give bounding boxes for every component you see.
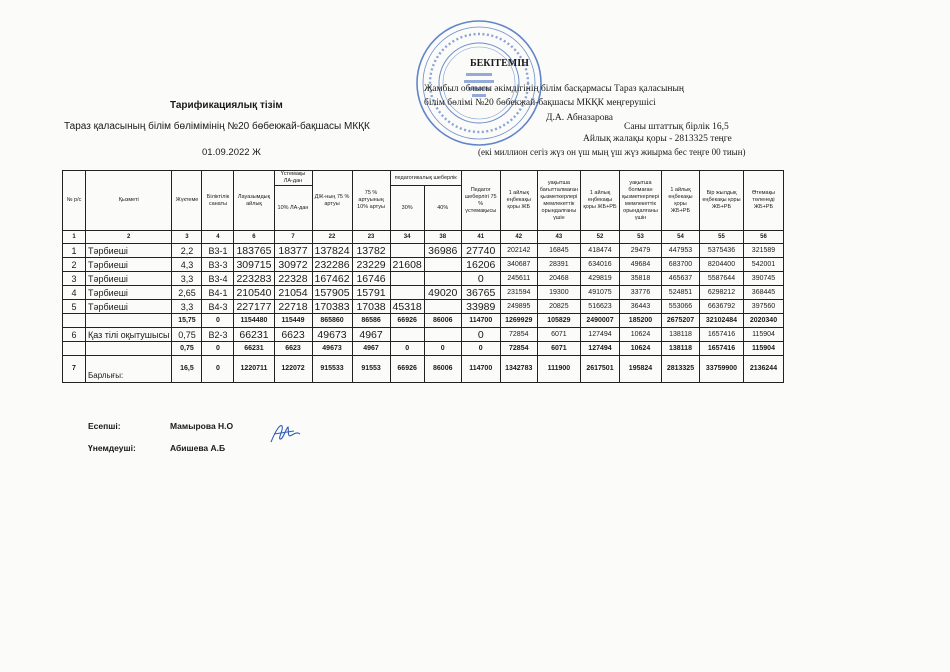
cell-sal: 227177 bbox=[234, 300, 274, 314]
column-index-cell: 56 bbox=[743, 231, 783, 244]
cell-name: Тәрбиеші bbox=[86, 272, 172, 286]
cell-yr: 6636792 bbox=[699, 300, 743, 314]
cell-name: Тәрбиеші bbox=[86, 300, 172, 314]
cell-name: Қаз тілі оқытушысы bbox=[86, 328, 172, 342]
header-allowance-group: Үстемақы ЛА-дан bbox=[274, 171, 312, 186]
column-index-cell: 53 bbox=[619, 231, 661, 244]
cell-p75: 33989 bbox=[461, 300, 500, 314]
approval-name: Д.А. Абназарова bbox=[546, 113, 614, 123]
cell-p40 bbox=[424, 272, 461, 286]
staff-count: Саны штаттық бірлік 16,5 bbox=[624, 122, 729, 132]
cell-name: Тәрбиеші bbox=[86, 258, 172, 272]
header-mastery-75: Педагог шеберлігі 75 % үстемақысы bbox=[461, 171, 500, 231]
cell-m3: 2675207 bbox=[661, 314, 699, 328]
cell-p30: 66926 bbox=[390, 356, 424, 383]
cell-m1: 202142 bbox=[500, 244, 537, 258]
monthly-fund: Айлық жалақы қоры - 2813325 теңге bbox=[583, 134, 732, 144]
cell-p75: 114700 bbox=[461, 356, 500, 383]
header-monthly-jbrb: 1 айлық еңбекақы қоры ЖБ+РБ bbox=[580, 171, 619, 231]
monthly-fund-words: (екі миллион сегіз жүз он үш мың үш жүз жиырма бес теңге 00 тиын) bbox=[478, 147, 746, 157]
cell-comp: 368445 bbox=[743, 286, 783, 300]
cell-p40 bbox=[424, 300, 461, 314]
approval-line-1: Жамбыл облысы әкімдігінің білім басқармасы Тараз қаласының bbox=[424, 84, 684, 94]
cell-t1: 20825 bbox=[537, 300, 580, 314]
header-yearly: Бір жылдық еңбекақы қоры ЖБ+РБ bbox=[699, 171, 743, 231]
cell-p30 bbox=[390, 244, 424, 258]
cell-cat: 0 bbox=[202, 356, 234, 383]
cell-a10: 4967 bbox=[352, 328, 390, 342]
cell-name: Тәрбиеші bbox=[86, 286, 172, 300]
column-index-cell: 2 bbox=[86, 231, 172, 244]
cell-p75: 27740 bbox=[461, 244, 500, 258]
cell-yr: 1657416 bbox=[699, 342, 743, 356]
cell-m2: 516623 bbox=[580, 300, 619, 314]
table-row bbox=[63, 272, 784, 286]
document-date: 01.09.2022 Ж bbox=[202, 147, 261, 158]
cell-sal: 210540 bbox=[234, 286, 274, 300]
cell-no bbox=[63, 342, 86, 356]
cell-p30: 66926 bbox=[390, 314, 424, 328]
column-index-cell: 41 bbox=[461, 231, 500, 244]
cell-comp: 321589 bbox=[743, 244, 783, 258]
cell-yr: 32102484 bbox=[699, 314, 743, 328]
cell-dj: 49673 bbox=[312, 328, 352, 342]
cell-comp: 390745 bbox=[743, 272, 783, 286]
cell-m2: 634016 bbox=[580, 258, 619, 272]
table-row bbox=[63, 300, 784, 314]
cell-cat: В3-3 bbox=[202, 258, 234, 272]
cell-no bbox=[63, 314, 86, 328]
header-dj-75: ДЖ-ның 75 % артуы bbox=[312, 171, 352, 231]
cell-t2: 49684 bbox=[619, 258, 661, 272]
cell-p30 bbox=[390, 272, 424, 286]
cell-t2: 185200 bbox=[619, 314, 661, 328]
cell-t2: 33776 bbox=[619, 286, 661, 300]
column-index-cell: 43 bbox=[537, 231, 580, 244]
cell-a10: 86586 bbox=[352, 314, 390, 328]
cell-m3: 465637 bbox=[661, 272, 699, 286]
cell-p40: 86006 bbox=[424, 356, 461, 383]
cell-dj: 49673 bbox=[312, 342, 352, 356]
cell-t2: 10624 bbox=[619, 342, 661, 356]
cell-cat: 0 bbox=[202, 314, 234, 328]
cell-t2: 10624 bbox=[619, 328, 661, 342]
cell-m2: 2617501 bbox=[580, 356, 619, 383]
cell-p40: 36986 bbox=[424, 244, 461, 258]
cell-no: 7 bbox=[63, 356, 86, 383]
cell-comp: 115904 bbox=[743, 328, 783, 342]
cell-no: 5 bbox=[63, 300, 86, 314]
cell-m1: 340687 bbox=[500, 258, 537, 272]
cell-m2: 127494 bbox=[580, 342, 619, 356]
cell-pct: 115449 bbox=[274, 314, 312, 328]
cell-cat: В2-3 bbox=[202, 328, 234, 342]
column-index-cell: 34 bbox=[390, 231, 424, 244]
cell-a10: 13782 bbox=[352, 244, 390, 258]
cell-t2: 36443 bbox=[619, 300, 661, 314]
manager-label: Үнемдеуші: bbox=[88, 443, 136, 453]
cell-pct: 22328 bbox=[274, 272, 312, 286]
cell-m2: 429819 bbox=[580, 272, 619, 286]
cell-m1: 72854 bbox=[500, 342, 537, 356]
cell-m2: 491075 bbox=[580, 286, 619, 300]
cell-m1: 1269929 bbox=[500, 314, 537, 328]
header-mastery-group: педагогикалық шеберлік bbox=[390, 171, 461, 186]
column-index-cell: 3 bbox=[172, 231, 202, 244]
cell-a10: 91553 bbox=[352, 356, 390, 383]
header-position: Қызметі bbox=[86, 171, 172, 231]
cell-t1: 20468 bbox=[537, 272, 580, 286]
cell-comp: 397560 bbox=[743, 300, 783, 314]
accountant-name: Мамырова Н.О bbox=[170, 421, 234, 431]
cell-dj: 865860 bbox=[312, 314, 352, 328]
cell-m3: 138118 bbox=[661, 328, 699, 342]
subtotal-row bbox=[63, 342, 784, 356]
cell-pct: 6623 bbox=[274, 342, 312, 356]
header-salary: Лауазымдық айлық bbox=[234, 171, 274, 231]
cell-sal: 66231 bbox=[234, 328, 274, 342]
cell-sal: 183765 bbox=[234, 244, 274, 258]
document-title: Тарификациялық тізім bbox=[170, 100, 283, 111]
cell-m1: 249895 bbox=[500, 300, 537, 314]
cell-name bbox=[86, 314, 172, 328]
cell-comp: 2136244 bbox=[743, 356, 783, 383]
column-index-cell: 7 bbox=[274, 231, 312, 244]
cell-load: 2,2 bbox=[172, 244, 202, 258]
cell-p30: 0 bbox=[390, 342, 424, 356]
cell-yr: 5375436 bbox=[699, 244, 743, 258]
cell-pct: 18377 bbox=[274, 244, 312, 258]
table-row bbox=[63, 244, 784, 258]
cell-pct: 22718 bbox=[274, 300, 312, 314]
handwritten-signature-icon bbox=[268, 420, 302, 446]
cell-t1: 6071 bbox=[537, 328, 580, 342]
cell-name: Тәрбиеші bbox=[86, 244, 172, 258]
header-category: Біліктілік санаты bbox=[202, 171, 234, 231]
cell-no: 3 bbox=[63, 272, 86, 286]
cell-sal: 309715 bbox=[234, 258, 274, 272]
cell-p40: 86006 bbox=[424, 314, 461, 328]
column-index-cell: 38 bbox=[424, 231, 461, 244]
cell-comp: 115904 bbox=[743, 342, 783, 356]
cell-cat: В3-4 bbox=[202, 272, 234, 286]
cell-yr: 6298212 bbox=[699, 286, 743, 300]
cell-m3: 553066 bbox=[661, 300, 699, 314]
cell-load: 0,75 bbox=[172, 328, 202, 342]
cell-t1: 105829 bbox=[537, 314, 580, 328]
cell-p75: 114700 bbox=[461, 314, 500, 328]
header-load: Жүктеме bbox=[172, 171, 202, 231]
cell-p75: 0 bbox=[461, 342, 500, 356]
header-compensation: Өтемақы төленеді ЖБ+РБ bbox=[743, 171, 783, 231]
column-index-cell: 6 bbox=[234, 231, 274, 244]
cell-m1: 72854 bbox=[500, 328, 537, 342]
column-index-cell: 42 bbox=[500, 231, 537, 244]
cell-m2: 127494 bbox=[580, 328, 619, 342]
cell-p75: 36765 bbox=[461, 286, 500, 300]
cell-p30: 45318 bbox=[390, 300, 424, 314]
header-temp-2: уақытша болмаған қызметкерлері мемлекеттік орындалғаны үшін bbox=[619, 171, 661, 231]
column-index-cell: 52 bbox=[580, 231, 619, 244]
cell-sal: 223283 bbox=[234, 272, 274, 286]
cell-t1: 19300 bbox=[537, 286, 580, 300]
cell-load: 2,65 bbox=[172, 286, 202, 300]
subtotal-row bbox=[63, 314, 784, 328]
cell-dj: 232286 bbox=[312, 258, 352, 272]
cell-yr: 33759900 bbox=[699, 356, 743, 383]
total-row bbox=[63, 356, 784, 383]
cell-m3: 524851 bbox=[661, 286, 699, 300]
cell-m1: 231594 bbox=[500, 286, 537, 300]
header-monthly-jb: 1 айлық еңбекақы қоры ЖБ bbox=[500, 171, 537, 231]
cell-p75: 0 bbox=[461, 272, 500, 286]
header-monthly-jbrb-2: 1 айлық еңбекақы қоры ЖБ+РБ bbox=[661, 171, 699, 231]
cell-p40 bbox=[424, 258, 461, 272]
cell-t1: 6071 bbox=[537, 342, 580, 356]
cell-m3: 447953 bbox=[661, 244, 699, 258]
cell-t2: 29479 bbox=[619, 244, 661, 258]
cell-no: 6 bbox=[63, 328, 86, 342]
tariff-table bbox=[62, 170, 784, 383]
cell-name: Барлығы: bbox=[86, 356, 172, 383]
cell-cat: В4-3 bbox=[202, 300, 234, 314]
cell-p30 bbox=[390, 286, 424, 300]
cell-p30 bbox=[390, 328, 424, 342]
official-seal-icon bbox=[414, 18, 544, 148]
cell-cat: 0 bbox=[202, 342, 234, 356]
cell-a10: 23229 bbox=[352, 258, 390, 272]
column-index-row bbox=[63, 231, 784, 244]
column-index-cell: 54 bbox=[661, 231, 699, 244]
column-index-cell: 22 bbox=[312, 231, 352, 244]
table-row bbox=[63, 328, 784, 342]
cell-m1: 1342783 bbox=[500, 356, 537, 383]
cell-load: 3,3 bbox=[172, 272, 202, 286]
cell-pct: 30972 bbox=[274, 258, 312, 272]
cell-yr: 1657416 bbox=[699, 328, 743, 342]
cell-a10: 17038 bbox=[352, 300, 390, 314]
manager-name: Абишева А.Б bbox=[170, 443, 226, 453]
cell-m3: 138118 bbox=[661, 342, 699, 356]
cell-a10: 16746 bbox=[352, 272, 390, 286]
cell-t2: 195824 bbox=[619, 356, 661, 383]
cell-t1: 16845 bbox=[537, 244, 580, 258]
header-row-1 bbox=[63, 171, 784, 186]
cell-no: 2 bbox=[63, 258, 86, 272]
cell-a10: 4967 bbox=[352, 342, 390, 356]
cell-m2: 2490007 bbox=[580, 314, 619, 328]
column-index-cell: 1 bbox=[63, 231, 86, 244]
cell-yr: 5587644 bbox=[699, 272, 743, 286]
cell-load: 3,3 bbox=[172, 300, 202, 314]
cell-dj: 137824 bbox=[312, 244, 352, 258]
approval-line-2: білім бөлімі №20 бөбекжай-бақшасы МКҚК меңгерушісі bbox=[424, 98, 656, 108]
cell-p30: 21608 bbox=[390, 258, 424, 272]
cell-t1: 28391 bbox=[537, 258, 580, 272]
cell-p75: 16206 bbox=[461, 258, 500, 272]
cell-t1: 111900 bbox=[537, 356, 580, 383]
cell-m1: 245611 bbox=[500, 272, 537, 286]
cell-load: 16,5 bbox=[172, 356, 202, 383]
header-mastery-40: 40% bbox=[424, 186, 461, 231]
cell-t2: 35818 bbox=[619, 272, 661, 286]
cell-sal: 66231 bbox=[234, 342, 274, 356]
cell-dj: 157905 bbox=[312, 286, 352, 300]
cell-cat: В4-1 bbox=[202, 286, 234, 300]
column-index-cell: 4 bbox=[202, 231, 234, 244]
cell-m3: 683700 bbox=[661, 258, 699, 272]
approval-title: БЕКІТЕМІН bbox=[470, 58, 529, 69]
cell-load: 15,75 bbox=[172, 314, 202, 328]
cell-pct: 21054 bbox=[274, 286, 312, 300]
cell-pct: 6623 bbox=[274, 328, 312, 342]
cell-sal: 1154480 bbox=[234, 314, 274, 328]
cell-p40 bbox=[424, 328, 461, 342]
cell-cat: В3-1 bbox=[202, 244, 234, 258]
table-row bbox=[63, 286, 784, 300]
header-mastery-30: 30% bbox=[390, 186, 424, 231]
header-temp-1: уақытша бағытталмаған қызметкерлері мемлекеттік орындалғаны үшін bbox=[537, 171, 580, 231]
cell-no: 4 bbox=[63, 286, 86, 300]
cell-name bbox=[86, 342, 172, 356]
cell-p75: 0 bbox=[461, 328, 500, 342]
cell-pct: 122072 bbox=[274, 356, 312, 383]
column-index-cell: 55 bbox=[699, 231, 743, 244]
cell-no: 1 bbox=[63, 244, 86, 258]
organization-name: Тараз қаласының білім бөлімімінің №20 бөбекжай-бақшасы МКҚК bbox=[64, 121, 370, 132]
column-index-cell: 23 bbox=[352, 231, 390, 244]
cell-m2: 418474 bbox=[580, 244, 619, 258]
accountant-label: Есепші: bbox=[88, 421, 121, 431]
cell-dj: 170383 bbox=[312, 300, 352, 314]
header-no: № р/с bbox=[63, 171, 86, 231]
cell-comp: 2020340 bbox=[743, 314, 783, 328]
cell-load: 0,75 bbox=[172, 342, 202, 356]
cell-a10: 15791 bbox=[352, 286, 390, 300]
cell-m3: 2813325 bbox=[661, 356, 699, 383]
cell-p40: 0 bbox=[424, 342, 461, 356]
cell-dj: 167462 bbox=[312, 272, 352, 286]
header-allowance-10: 10% ЛА-дан bbox=[274, 186, 312, 231]
cell-yr: 8204400 bbox=[699, 258, 743, 272]
cell-p40: 49020 bbox=[424, 286, 461, 300]
cell-comp: 542001 bbox=[743, 258, 783, 272]
cell-load: 4,3 bbox=[172, 258, 202, 272]
cell-sal: 1220711 bbox=[234, 356, 274, 383]
table-row bbox=[63, 258, 784, 272]
cell-dj: 915533 bbox=[312, 356, 352, 383]
header-75-10: 75 % артуының 10% артуы bbox=[352, 171, 390, 231]
